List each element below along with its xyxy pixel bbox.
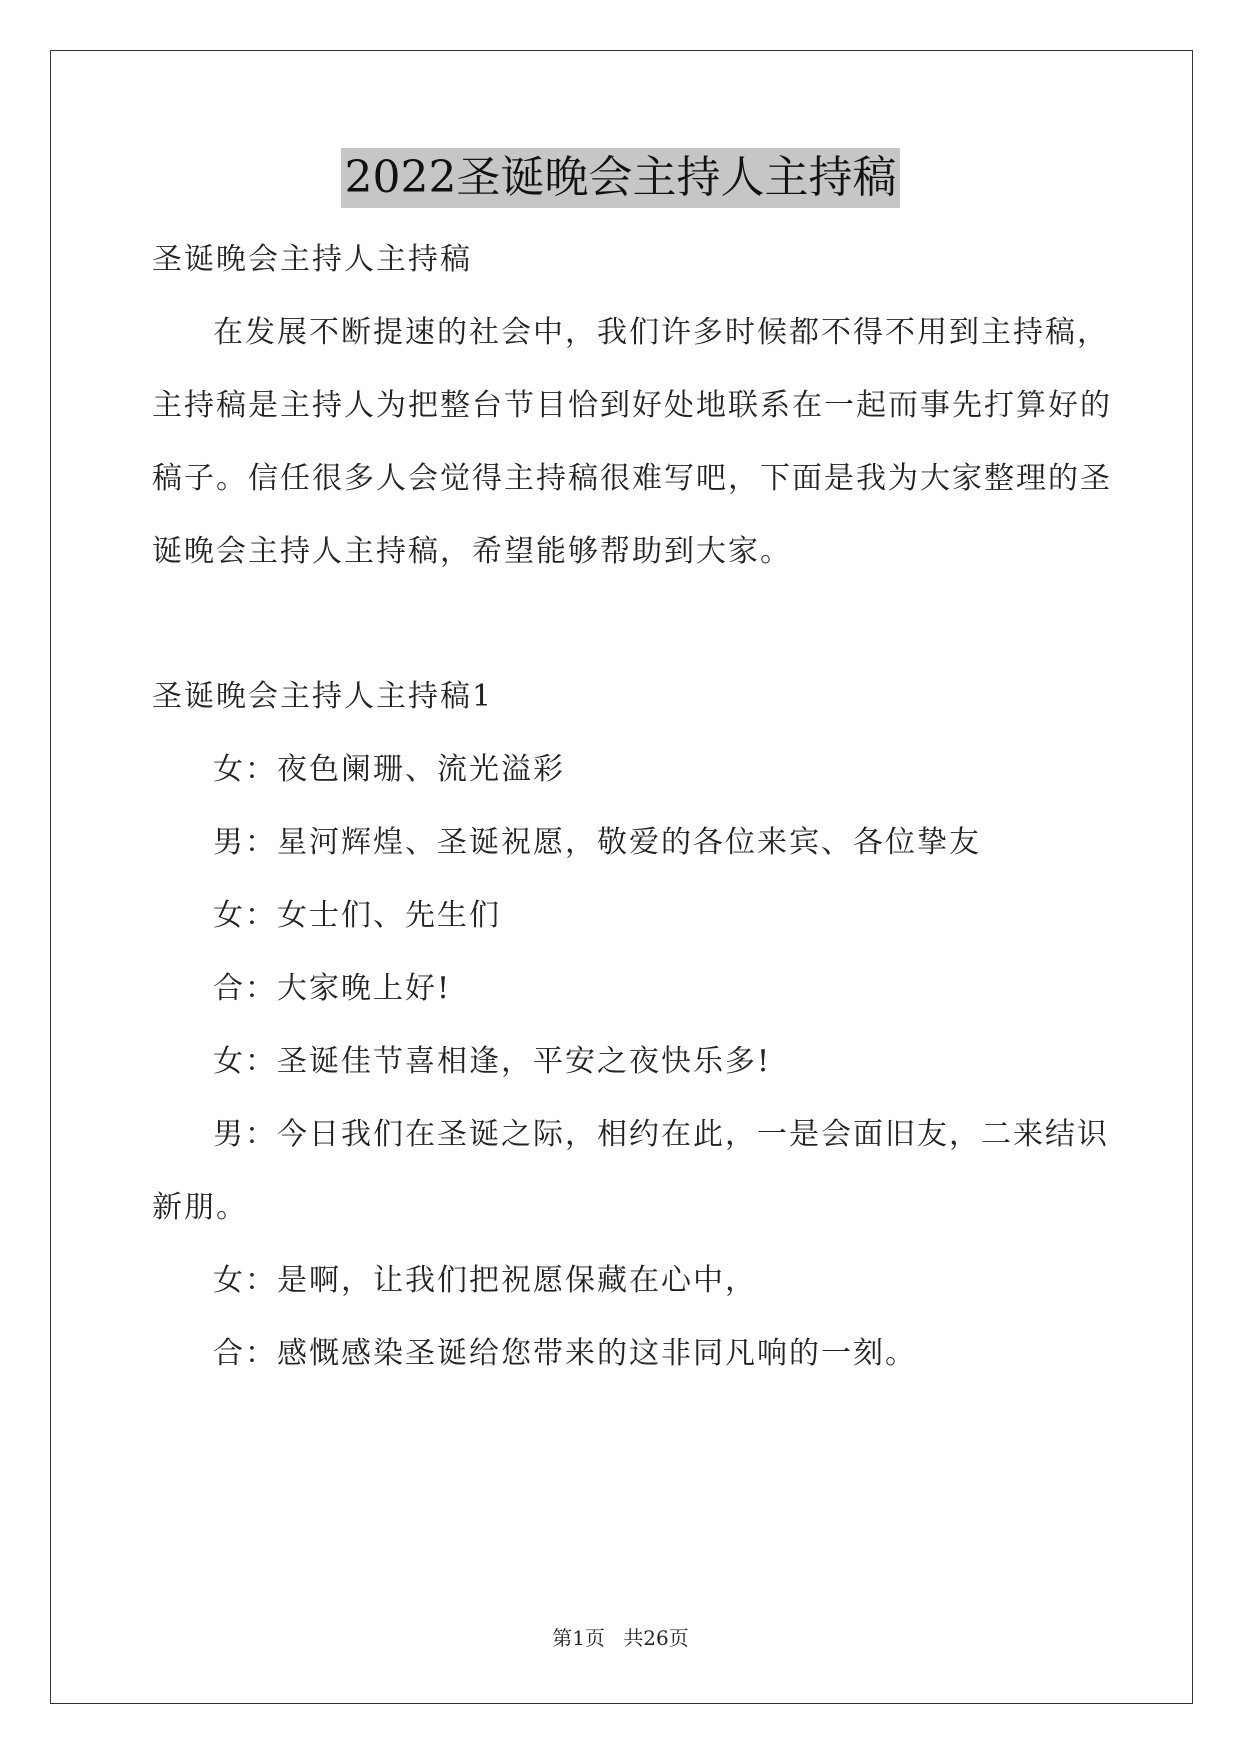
intro-line: 诞晚会主持人主持稿，希望能够帮助到大家。 xyxy=(152,534,792,569)
intro-line: 在发展不断提速的社会中，我们许多时候都不得不用到主持稿， xyxy=(213,315,1109,350)
document-title: 2022圣诞晚会主持人主持稿 xyxy=(341,148,901,208)
section-heading: 圣诞晚会主持人主持稿1 xyxy=(152,679,494,714)
title-container xyxy=(0,148,1241,208)
document-subtitle: 圣诞晚会主持人主持稿 xyxy=(152,242,472,277)
dialogue-line: 男：星河辉煌、圣诞祝愿，敬爱的各位来宾、各位挚友 xyxy=(213,825,981,860)
intro-line: 主持稿是主持人为把整台节目恰到好处地联系在一起而事先打算好的 xyxy=(152,388,1112,423)
intro-line: 稿子。信任很多人会觉得主持稿很难写吧，下面是我为大家整理的圣 xyxy=(152,461,1112,496)
page-total: 共26页 xyxy=(623,1626,689,1650)
dialogue-line: 合：感慨感染圣诞给您带来的这非同凡响的一刻。 xyxy=(213,1336,917,1371)
dialogue-line: 新朋。 xyxy=(152,1190,248,1225)
dialogue-line: 合：大家晚上好! xyxy=(213,971,452,1006)
page-footer xyxy=(0,1622,1241,1651)
dialogue-line: 女：夜色阑珊、流光溢彩 xyxy=(213,752,565,787)
page-number: 第1页 xyxy=(552,1626,605,1650)
dialogue-line: 女：是啊，让我们把祝愿保藏在心中， xyxy=(213,1263,757,1298)
dialogue-line: 女：圣诞佳节喜相逢，平安之夜快乐多! xyxy=(213,1044,772,1079)
dialogue-line: 女：女士们、先生们 xyxy=(213,898,501,933)
dialogue-line: 男：今日我们在圣诞之际，相约在此，一是会面旧友，二来结识 xyxy=(213,1117,1109,1152)
page-border xyxy=(50,50,1193,1704)
